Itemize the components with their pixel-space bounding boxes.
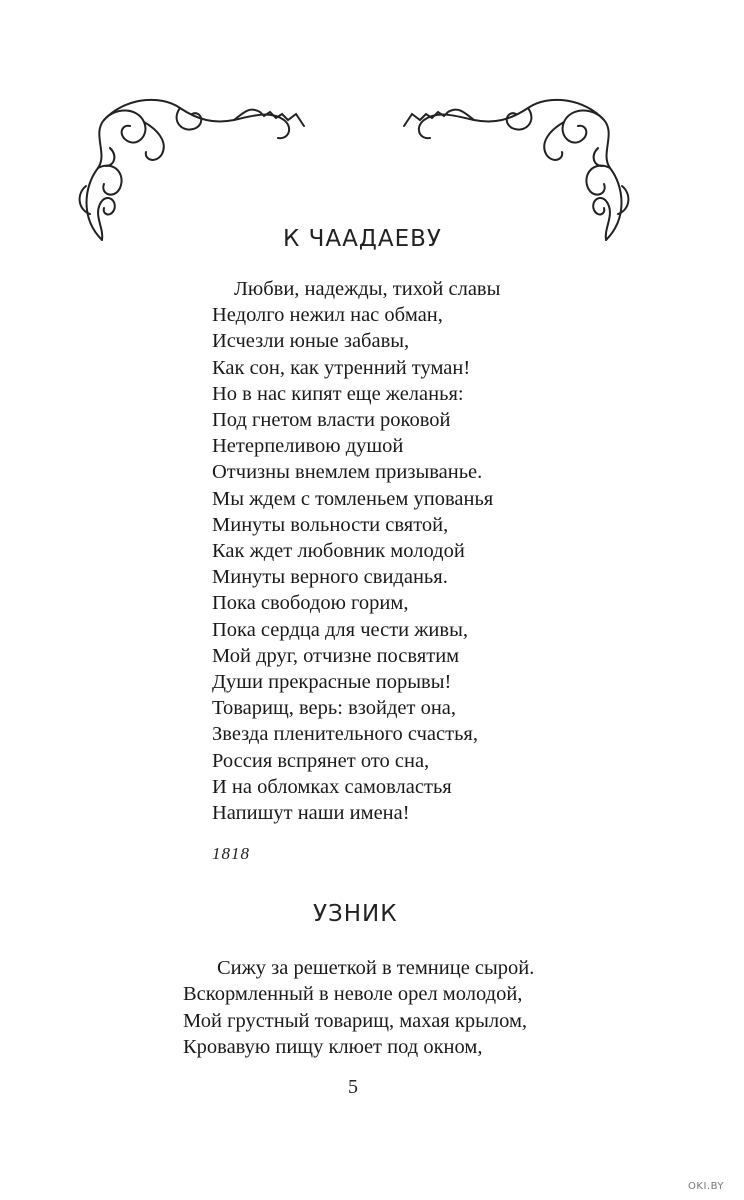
poem-line: Любви, надежды, тихой славы: [234, 278, 501, 300]
poem-line: Минуты верного свиданья.: [212, 566, 448, 589]
poem-line: Сижу за решеткой в темнице сырой.: [217, 957, 535, 979]
poem-date: 1818: [212, 844, 250, 863]
poem-line: Кровавую пищу клюет под окном,: [183, 1036, 483, 1059]
watermark: [0, 1164, 744, 1200]
poem-line: Россия вспрянет ото сна,: [212, 749, 430, 772]
page-number: 5: [348, 1076, 358, 1098]
poem-line: Как ждет любовник молодой: [212, 540, 465, 563]
poem-line: Пока свободою горим,: [212, 592, 409, 615]
poem-line: Напишут наши имена!: [212, 802, 410, 825]
poem-line: Под гнетом власти роковой: [212, 409, 451, 432]
poem-title: К ЧААДАЕВУ: [283, 226, 442, 252]
left-corner-ornament: [74, 90, 314, 250]
poem-line: Недолго нежил нас обман,: [212, 304, 443, 327]
poem-body: [183, 955, 534, 1061]
poem-body: [212, 276, 500, 826]
poem-line: Мой друг, отчизне посвятим: [212, 644, 460, 667]
poem-line: Мы ждем с томленьем упованья: [212, 487, 494, 510]
poem-title: УЗНИК: [313, 901, 398, 927]
watermark-text: OKI.BY: [688, 1181, 724, 1192]
poem-line: Но в нас кипят еще желанья:: [212, 382, 464, 405]
poem-line: Звезда пленительного счастья,: [212, 723, 478, 746]
poem-line: Как сон, как утренний туман!: [212, 356, 471, 379]
poem-line: Товарищ, верь: взойдет она,: [212, 697, 457, 720]
poem-line: Минуты вольности святой,: [212, 513, 449, 536]
poem-line: Нетерпеливою душой: [212, 435, 404, 458]
poem-line: Пока сердца для чести живы,: [212, 618, 468, 641]
poem-line: Мой грустный товарищ, махая крылом,: [183, 1009, 528, 1032]
poem-line: И на обломках самовластья: [212, 775, 452, 798]
poem-line: Вскормленный в неволе орел молодой,: [183, 983, 523, 1006]
poem-line: Отчизны внемлем призыванье.: [212, 461, 483, 484]
poem-line: Исчезли юные забавы,: [212, 330, 410, 353]
poem-line: Души прекрасные порывы!: [212, 671, 452, 694]
